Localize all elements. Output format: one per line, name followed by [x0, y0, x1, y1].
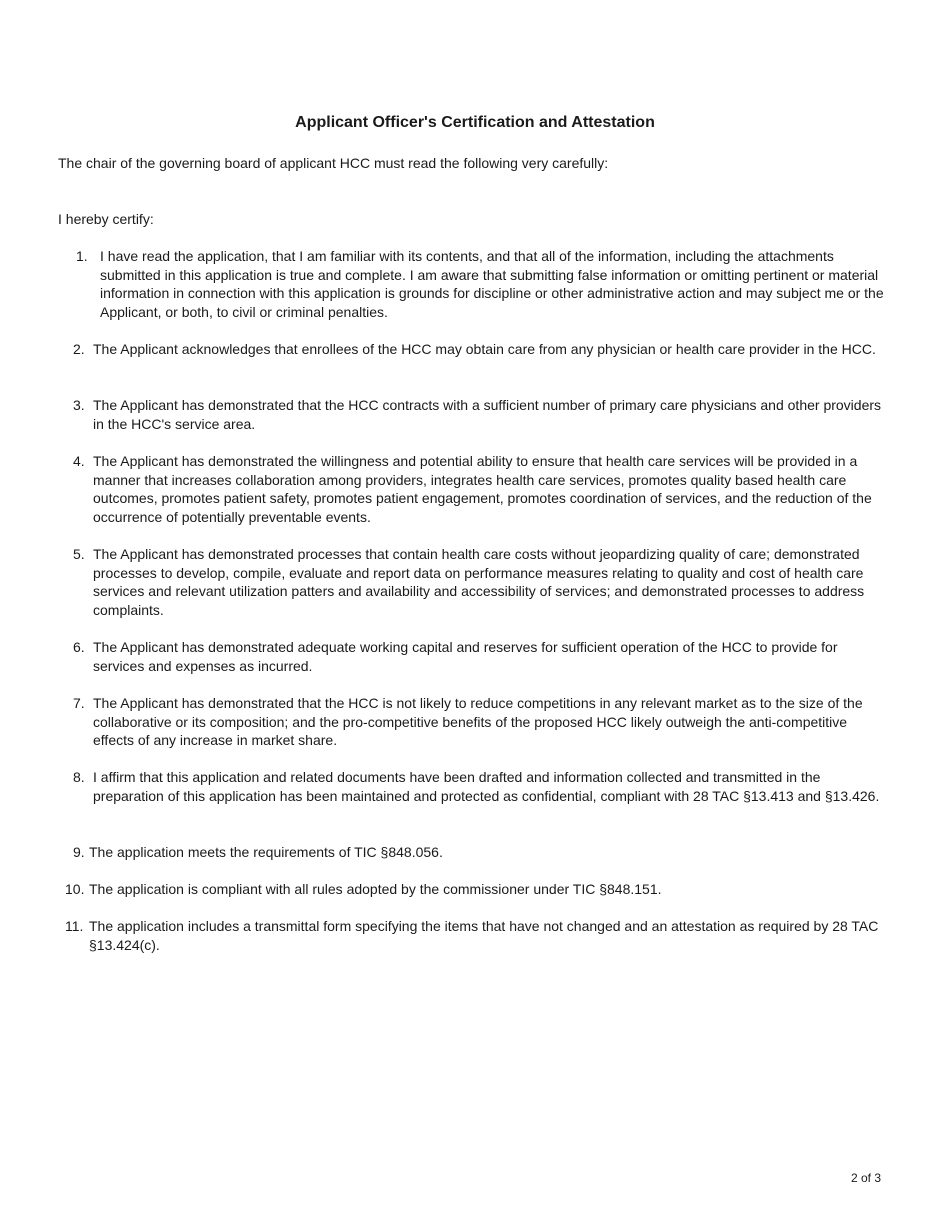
list-item-11 — [65, 917, 885, 954]
list-item-text: The Applicant has demonstrated adequate working capital and reserves for sufficient operation of the HCC to provide for services and expenses as incurred. — [93, 639, 838, 674]
list-item-number: 7. — [73, 695, 85, 711]
list-item-number: 2. — [73, 341, 85, 357]
list-item-7 — [73, 694, 885, 750]
list-item-text: I affirm that this application and related documents have been drafted and information collected and transmitted in the preparation of this application has been maintained and protected as confidential, compliant with 28 TAC §13.413 and §13.426. — [93, 769, 880, 804]
list-item-5 — [73, 545, 893, 619]
list-item-text: The Applicant acknowledges that enrollees of the HCC may obtain care from any physician or health care provider in the HCC. — [93, 341, 876, 357]
page-number: 2 of 3 — [851, 1171, 882, 1185]
list-item-number: 6. — [73, 639, 85, 655]
list-item-text: The Applicant has demonstrated that the HCC contracts with a sufficient number of primary care physicians and other providers in the HCC's service area. — [93, 397, 882, 432]
list-item-number: 4. — [73, 453, 85, 469]
list-item-text: The Applicant has demonstrated processes that contain health care costs without jeopardizing quality of care; demonstrated processes to develop, compile, evaluate and report data on performance measures relating to quality and cost of health care services and relevant utilization patters and availability and accessibility of services; and demonstrated processes to address complaints. — [93, 546, 865, 618]
list-item-number: 10. — [65, 881, 85, 897]
list-item-6 — [73, 638, 885, 675]
list-item-text: I have read the application, that I am familiar with its contents, and that all of the information, including the attachments submitted in this application is true and complete. I am aware that submitting false information or omitting pertinent or material information in connection with this application is grounds for discipline or other administrative action and may subject me or the Applicant, or both, to civil or criminal penalties. — [100, 248, 884, 320]
list-item-4 — [73, 452, 893, 526]
list-item-number: 8. — [73, 769, 85, 785]
list-item-text: The application is compliant with all rules adopted by the commissioner under TIC §848.151. — [89, 881, 662, 897]
list-item-number: 11. — [65, 918, 84, 934]
list-item-8 — [73, 768, 885, 805]
list-item-text: The application includes a transmittal form specifying the items that have not changed and an attestation as required by 28 TAC §13.424(c). — [89, 918, 879, 953]
list-item-number: 1. — [76, 248, 88, 264]
list-item-9 — [73, 843, 885, 862]
list-item-10 — [65, 880, 885, 899]
list-item-number: 3. — [73, 397, 85, 413]
page-title: Applicant Officer's Certification and Attestation — [295, 114, 655, 131]
list-item-1 — [76, 247, 890, 321]
list-item-text: The application meets the requirements of TIC §848.056. — [89, 844, 443, 860]
certify-text: I hereby certify: — [58, 211, 154, 227]
list-item-text: The Applicant has demonstrated the willingness and potential ability to ensure that health care services will be provided in a manner that increases collaboration among providers, integrates health care services, promotes quality based health care outcomes, promotes patient safety, promotes patient engagement, promotes coordination of services, and the reduction of the occurrence of potentially preventable events. — [93, 453, 872, 525]
list-item-number: 9. — [73, 844, 85, 860]
list-item-3 — [73, 396, 885, 433]
intro-text: The chair of the governing board of applicant HCC must read the following very carefully: — [58, 155, 609, 171]
list-item-number: 5. — [73, 546, 85, 562]
list-item-2 — [73, 340, 885, 359]
list-item-text: The Applicant has demonstrated that the HCC is not likely to reduce competitions in any relevant market as to the size of the collaborative or its composition; and the pro-competitive benefits of the proposed HCC likely outweigh the anti-competitive effects of any increase in market share. — [93, 695, 863, 749]
